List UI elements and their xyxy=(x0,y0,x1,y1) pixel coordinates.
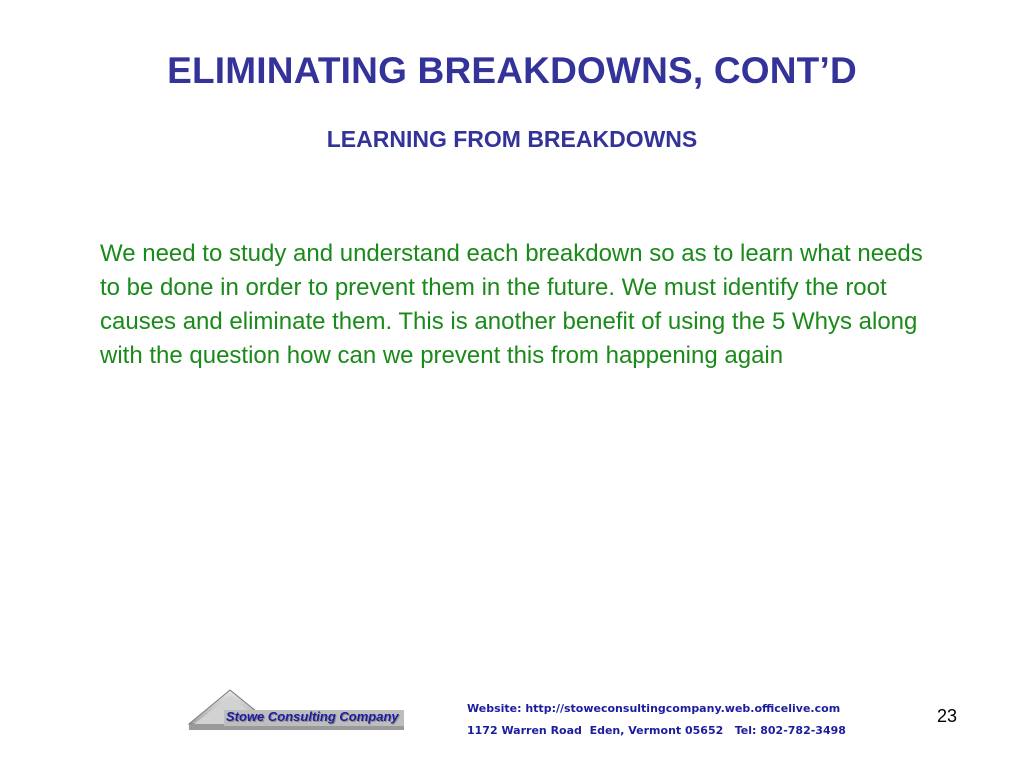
logo-company-name: Stowe Consulting Company xyxy=(226,709,399,724)
slide-body-text: We need to study and understand each breakdown so as to learn what needs to be done in order to prevent them in the future. We must identify the root causes and eliminate them. This is another benefit of using the 5 Whys along with the question how can we prevent this from happening again xyxy=(100,240,923,369)
slide-subtitle: LEARNING FROM BREAKDOWNS xyxy=(326,126,698,152)
footer-contact-info xyxy=(467,698,846,742)
page-number: 23 xyxy=(937,706,958,726)
footer-website: Website: http://stoweconsultingcompany.web.officelive.com xyxy=(467,702,841,715)
footer-address: 1172 Warren Road Eden, Vermont 05652 Tel: 802-782-3498 xyxy=(467,724,846,737)
company-logo xyxy=(186,686,416,734)
slide-title: ELIMINATING BREAKDOWNS, CONT’D xyxy=(167,50,857,91)
